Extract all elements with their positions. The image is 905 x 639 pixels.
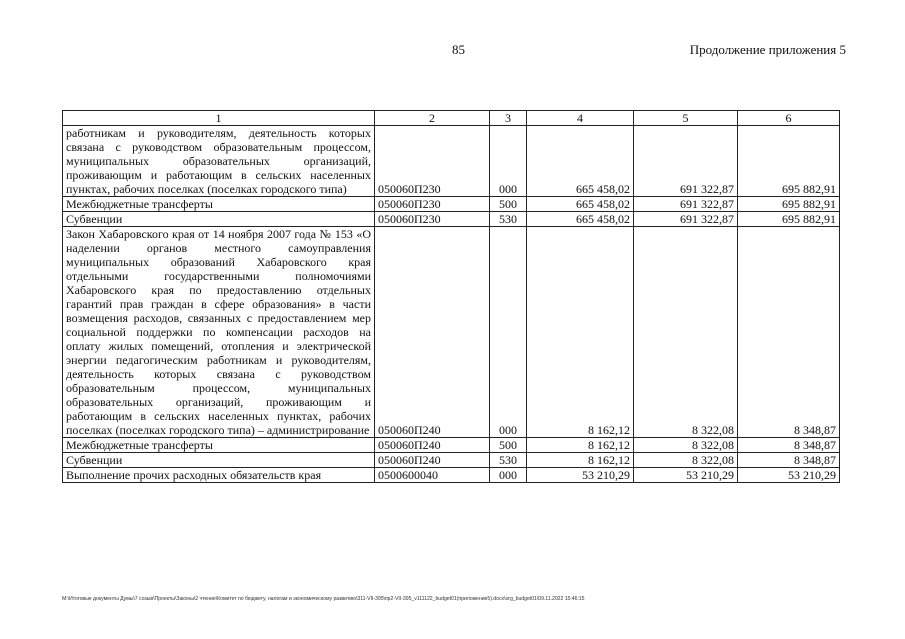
- row-expense-type: 500: [490, 438, 527, 453]
- row-expense-type: 000: [490, 468, 527, 483]
- row-amount-2: 8 322,08: [634, 438, 738, 453]
- page-number: 85: [452, 42, 465, 57]
- row-amount-2: 691 322,87: [634, 212, 738, 227]
- row-amount-2: 8 322,08: [634, 227, 738, 438]
- row-amount-3: 8 348,87: [738, 453, 840, 468]
- row-expense-type: 000: [490, 227, 527, 438]
- row-amount-1: 53 210,29: [527, 468, 634, 483]
- row-name: Закон Хабаровского края от 14 ноября 2007 года № 153 «О наделении органов местного самоуправления муниципальных образований Хабаровского края отдельными государственными полномочиями Хабаровского края по предоставлению отдельных гарантий прав граждан в сфере образования» в части возмещения расходов, связанных с предоставлением мер социальной поддержки по компенсации расходов на оплату жилых помещений, отопления и электрической энергии педагогическим работникам и руководителям, деятельность которых связана с руководством образовательным процессом, муниципальных образовательных организаций, проживающим и работающим в сельских населенных пунктах, рабочих поселках (поселках городского типа) – администрирование: [63, 227, 375, 438]
- row-target-code: 050060П230: [375, 212, 490, 227]
- row-name: Межбюджетные трансферты: [63, 438, 375, 453]
- row-amount-3: 695 882,91: [738, 197, 840, 212]
- row-target-code: 0500600040: [375, 468, 490, 483]
- row-expense-type: 530: [490, 212, 527, 227]
- row-expense-type: 500: [490, 197, 527, 212]
- table-row: [63, 438, 840, 453]
- column-number: 3: [490, 111, 527, 126]
- continuation-label: Продолжение приложения 5: [689, 42, 846, 57]
- row-amount-1: 8 162,12: [527, 453, 634, 468]
- row-name: Межбюджетные трансферты: [63, 197, 375, 212]
- row-amount-3: 695 882,91: [738, 212, 840, 227]
- row-amount-3: 695 882,91: [738, 126, 840, 197]
- row-amount-3: 53 210,29: [738, 468, 840, 483]
- row-target-code: 050060П240: [375, 227, 490, 438]
- column-number: 6: [738, 111, 840, 126]
- row-amount-2: 691 322,87: [634, 197, 738, 212]
- row-target-code: 050060П240: [375, 438, 490, 453]
- row-amount-3: 8 348,87: [738, 438, 840, 453]
- document-path-footer: M:\Итоговые документы Думы\7 созыв\Проекты\Законы\2 чтение\Комитет по бюджету, налогам и экономическому развитию\311-VII-395\пр2-VII-395_v111122_budget01(приложение5).docx\org_budget01\09.11.2022 15:46:15: [62, 596, 585, 602]
- row-name: Субвенции: [63, 212, 375, 227]
- table-row: [63, 468, 840, 483]
- row-target-code: 050060П230: [375, 197, 490, 212]
- row-name: Выполнение прочих расходных обязательств края: [63, 468, 375, 483]
- table-row: [63, 197, 840, 212]
- row-amount-3: 8 348,87: [738, 227, 840, 438]
- row-amount-1: 665 458,02: [527, 126, 634, 197]
- row-amount-2: 691 322,87: [634, 126, 738, 197]
- row-amount-1: 8 162,12: [527, 438, 634, 453]
- budget-table: [62, 110, 840, 483]
- row-target-code: 050060П230: [375, 126, 490, 197]
- row-amount-1: 8 162,12: [527, 227, 634, 438]
- table-row: [63, 212, 840, 227]
- row-expense-type: 000: [490, 126, 527, 197]
- table-row: [63, 453, 840, 468]
- column-number: 1: [63, 111, 375, 126]
- row-expense-type: 530: [490, 453, 527, 468]
- column-number: 4: [527, 111, 634, 126]
- row-amount-1: 665 458,02: [527, 212, 634, 227]
- row-amount-1: 665 458,02: [527, 197, 634, 212]
- column-number: 5: [634, 111, 738, 126]
- table-row: [63, 227, 840, 438]
- row-amount-2: 8 322,08: [634, 453, 738, 468]
- row-name: работникам и руководителям, деятельность которых связана с руководством образовательным процессом, муниципальных образовательных организаций, проживающим и работающим в сельских населенных пунктах, рабочих поселках (поселках городского типа): [63, 126, 375, 197]
- row-target-code: 050060П240: [375, 453, 490, 468]
- column-number: 2: [375, 111, 490, 126]
- table-row: [63, 126, 840, 197]
- row-name: Субвенции: [63, 453, 375, 468]
- column-number-row: [63, 111, 840, 126]
- row-amount-2: 53 210,29: [634, 468, 738, 483]
